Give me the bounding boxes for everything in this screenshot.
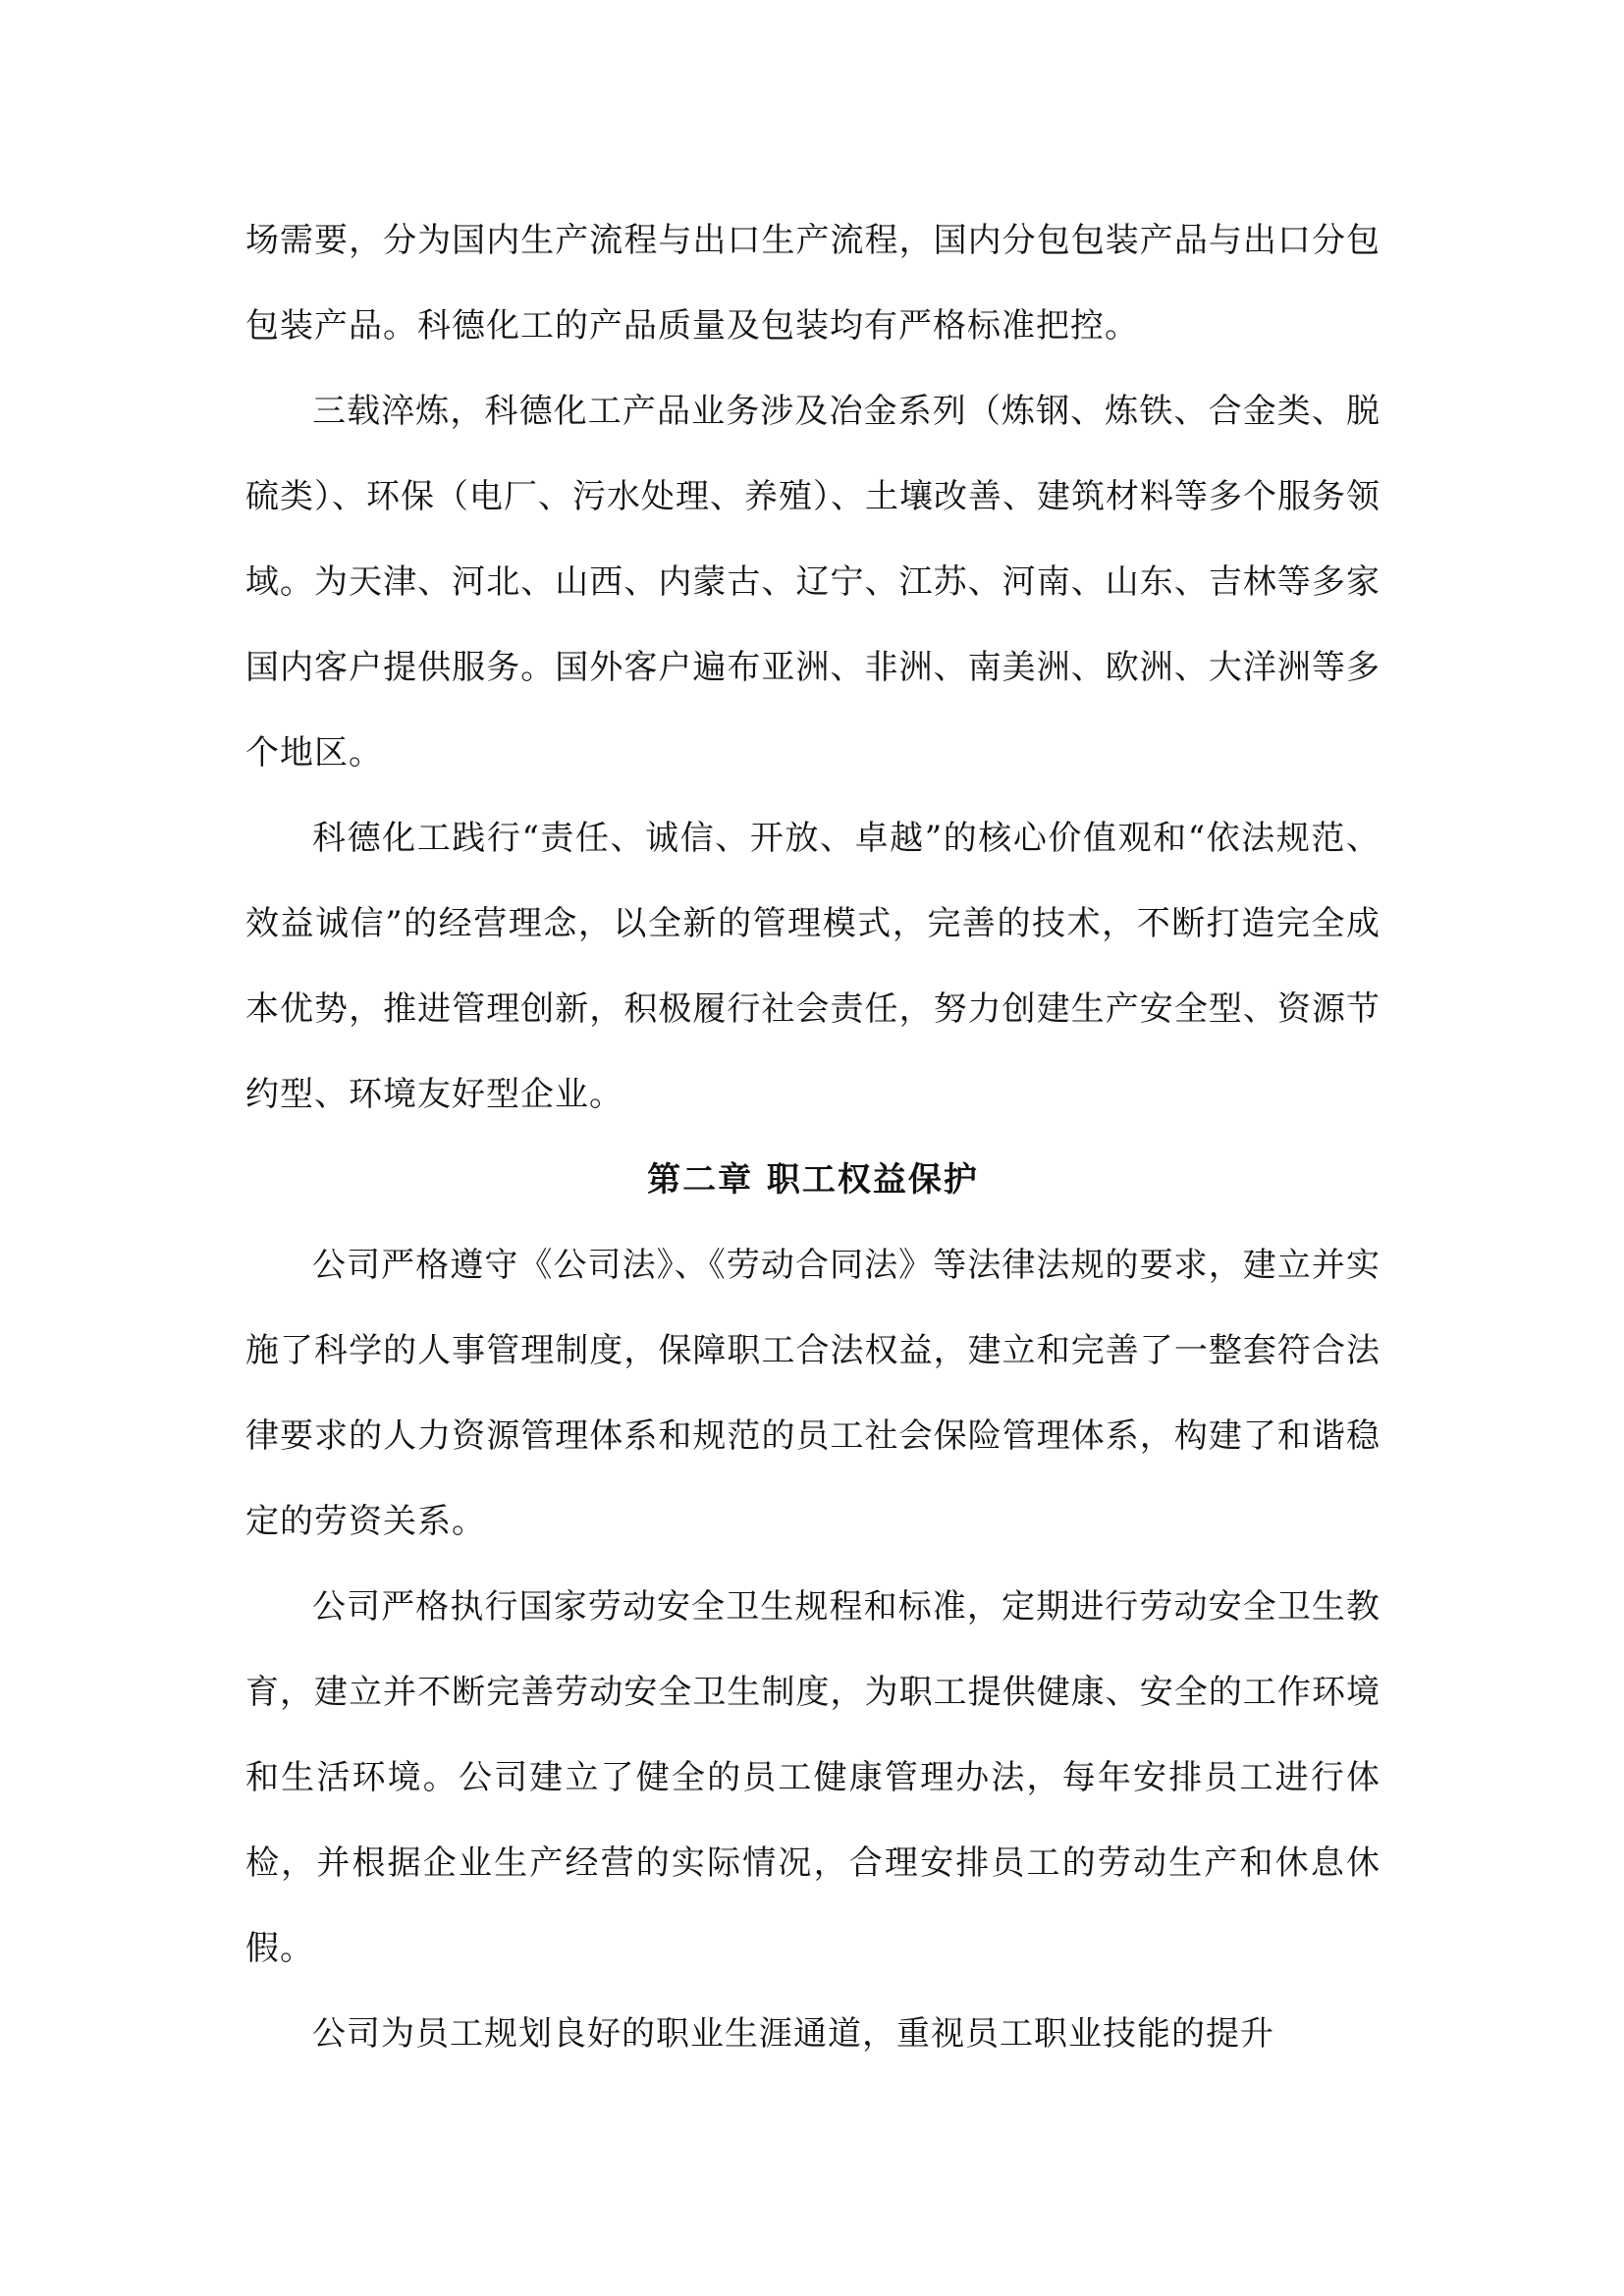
paragraph-labor-law: 公司严格遵守《公司法》、《劳动合同法》等法律法规的要求，建立并实施了科学的人事管理制度，保障职工合法权益，建立和完善了一整套符合法律要求的人力资源管理体系和规范的员工社会保险管理体系，构建了和谐稳定的劳资关系。 bbox=[245, 1246, 1380, 1541]
paragraph-core-values: 科德化工践行“责任、诚信、开放、卓越”的核心价值观和“依法规范、效益诚信”的经营理念，以全新的管理模式，完善的技术，不断打造完全成本优势，推进管理创新，积极履行社会责任，努力创建生产安全型、资源节约型、环境友好型企业。 bbox=[245, 819, 1380, 1114]
paragraph-business-scope: 三载淬炼，科德化工产品业务涉及冶金系列（炼钢、炼铁、合金类、脱硫类）、环保（电厂、污水处理、养殖）、土壤改善、建筑材料等多个服务领域。为天津、河北、山西、内蒙古、辽宁、江苏、河南、山东、吉林等多家国内客户提供服务。国外客户遍布亚洲、非洲、南美洲、欧洲、大洋洲等多个地区。 bbox=[245, 392, 1380, 773]
chapter-title: 第二章 职工权益保护 bbox=[647, 1160, 979, 1200]
paragraph-continued: 场需要，分为国内生产流程与出口生产流程，国内分包包装产品与出口分包包装产品。科德化工的产品质量及包装均有严格标准把控。 bbox=[245, 221, 1380, 346]
document-body bbox=[245, 198, 1380, 2077]
paragraph-safety-health: 公司严格执行国家劳动安全卫生规程和标准，定期进行劳动安全卫生教育，建立并不断完善劳动安全卫生制度，为职工提供健康、安全的工作环境和生活环境。公司建立了健全的员工健康管理办法，每年安排员工进行体检，并根据企业生产经营的实际情况，合理安排员工的劳动生产和休息休假。 bbox=[245, 1587, 1380, 1968]
paragraph-career-path: 公司为员工规划良好的职业生涯通道，重视员工职业技能的提升 bbox=[312, 2014, 1274, 2054]
